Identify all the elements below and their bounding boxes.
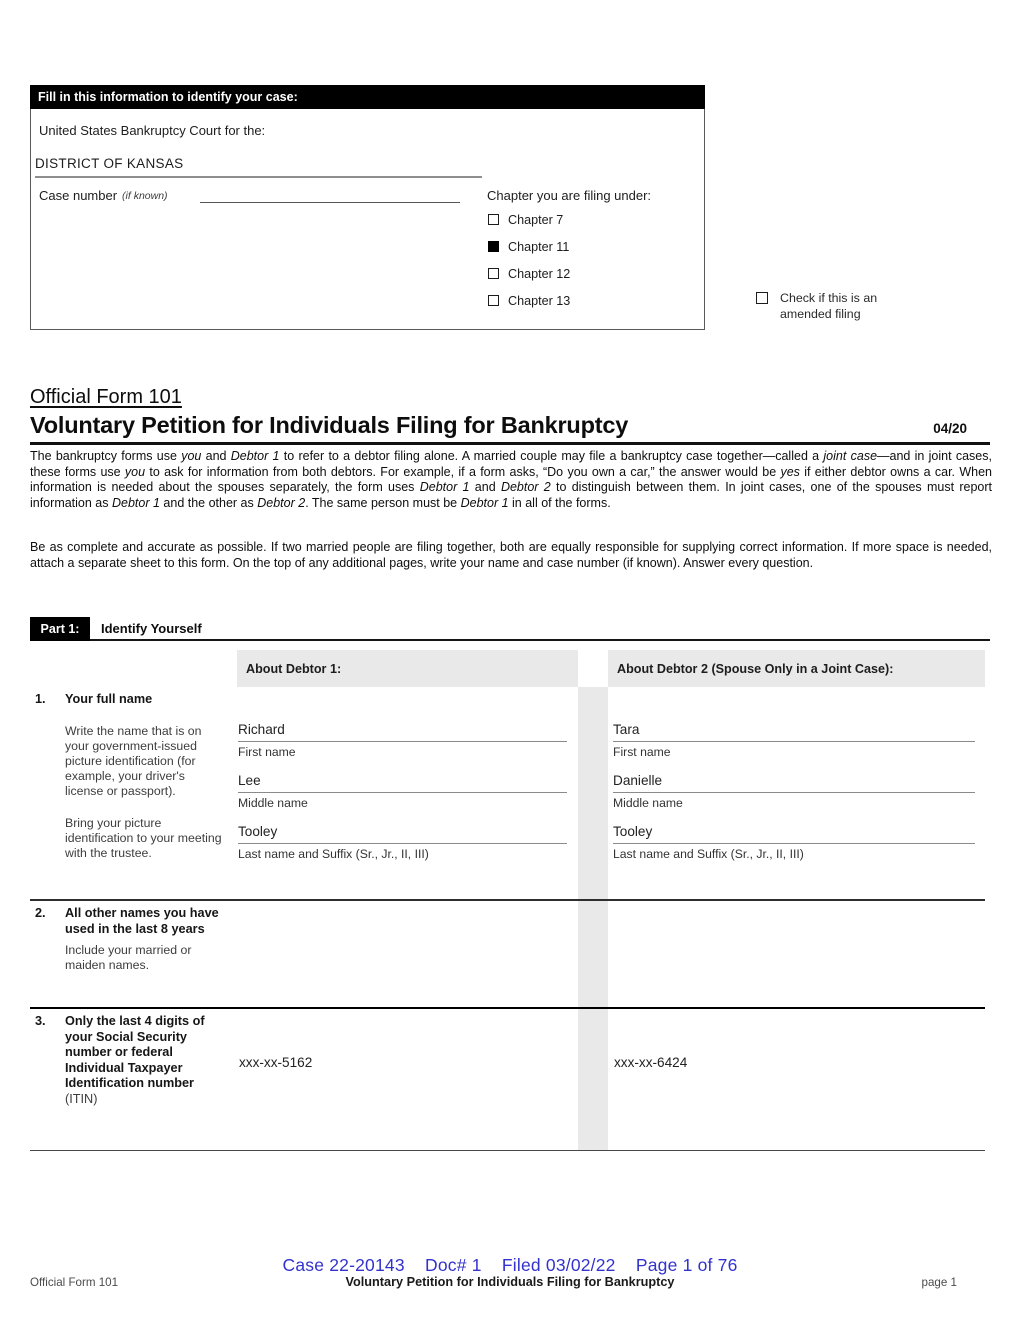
chapter-7-label: Chapter 7 — [508, 213, 564, 227]
debtor1-first-name-group — [238, 721, 567, 759]
identify-yourself-table — [30, 648, 985, 1151]
q3-number: 3. — [35, 1014, 46, 1028]
part1-badge: Part 1: — [30, 617, 90, 641]
q2-debtor1-cell[interactable] — [237, 901, 578, 1009]
footer-page-number: page 1 — [921, 1276, 957, 1289]
last-name-label: Last name and Suffix (Sr., Jr., II, III) — [613, 847, 804, 861]
intro-paragraph-2: Be as complete and accurate as possible. If two married people are filing together, both are equally responsible for supplying correct information. If more space is needed, attach a separate sheet to this form. On the top of any additional pages, write your name and case number (if known). Answer every question. — [30, 540, 992, 570]
q2-title: All other names you have used in the last 8 years — [65, 906, 219, 936]
debtor1-middle-name-field[interactable]: Lee — [238, 772, 567, 793]
debtor2-middle-name-field[interactable]: Danielle — [613, 772, 975, 793]
question-column-header — [30, 648, 237, 687]
first-name-label: First name — [613, 745, 671, 759]
q3-debtor1-cell — [237, 1009, 578, 1151]
case-number-label: Case number — [39, 188, 118, 203]
form-title: Voluntary Petition for Individuals Filing for Bankruptcy — [30, 412, 629, 438]
form-heading — [30, 386, 990, 445]
debtor2-first-name-group — [613, 721, 975, 759]
debtor1-last-name-group — [238, 823, 567, 861]
footer-form-title: Voluntary Petition for Individuals Filing for Bankruptcy — [345, 1275, 675, 1289]
q1-help-2: Bring your picture identification to your meeting with the trustee. — [65, 815, 222, 860]
debtor1-middle-name-group — [238, 772, 567, 810]
q3-title: Only the last 4 digits of your Social Security number or federal Individual Taxpayer Identification number (ITIN) — [65, 1014, 205, 1106]
q2-number: 2. — [35, 906, 46, 920]
debtor2-ssn-field[interactable]: xxx-xx-6424 — [614, 1055, 688, 1070]
chapter-7-option — [488, 214, 570, 227]
q2-debtor2-cell[interactable] — [608, 901, 985, 1009]
chapter-13-checkbox[interactable] — [488, 295, 499, 306]
intro-paragraph-1: The bankruptcy forms use you and Debtor 1 to refer to a debtor filing alone. A married couple may file a bankruptcy case together—called a joint case—and in joint cases, these forms use you to ask for information from both debtors. For example, if a form asks, “Do you own a car,” the answer would be yes if either debtor owns a car. When information is needed about the spouses separately, the form uses Debtor 1 and Debtor 2 to distinguish between them. In joint cases, one of the spouses must report information as Debtor 1 and the other as Debtor 2. The same person must be Debtor 1 in all of the forms. — [30, 449, 992, 511]
title-rule — [30, 442, 990, 445]
chapter-11-checkbox[interactable] — [488, 241, 499, 252]
debtor2-last-name-field[interactable]: Tooley — [613, 823, 975, 844]
part1-header — [30, 617, 990, 641]
footer-form-number: Official Form 101 — [30, 1276, 119, 1289]
q2-help: Include your married or maiden names. — [65, 943, 192, 973]
page-footer — [30, 1275, 990, 1291]
identify-box-header: Fill in this information to identify your case: — [30, 85, 705, 109]
q1-help-1: Write the name that is on your government-issued picture identification (for example, your driver's license or passport). — [65, 723, 202, 799]
column-gutter — [578, 1009, 608, 1151]
amended-filing-label: Check if this is an amended filing — [780, 291, 878, 321]
q1-debtor2-cell — [608, 687, 985, 901]
court-filing-stamp: Case 22-20143 Doc# 1 Filed 03/02/22 Page 1 of 76 — [282, 1255, 738, 1275]
debtor1-first-name-field[interactable]: Richard — [238, 721, 567, 742]
chapter-12-checkbox[interactable] — [488, 268, 499, 279]
chapter-filing-label: Chapter you are filing under: — [487, 188, 652, 203]
q1-number: 1. — [35, 692, 46, 706]
middle-name-label: Middle name — [238, 796, 308, 810]
chapter-11-label: Chapter 11 — [508, 240, 570, 254]
chapter-12-label: Chapter 12 — [508, 267, 571, 281]
identify-case-box — [30, 85, 705, 330]
q1-title: Your full name — [65, 692, 153, 706]
q2-question-cell — [30, 901, 237, 1009]
amended-filing-checkbox[interactable] — [756, 292, 768, 304]
chapter-12-option — [488, 268, 570, 281]
q3-title-suffix: (ITIN) — [65, 1091, 98, 1106]
form-number: Official Form 101 — [30, 386, 182, 408]
q3-question-cell — [30, 1009, 237, 1151]
part1-title: Identify Yourself — [101, 621, 202, 636]
middle-name-label: Middle name — [613, 796, 683, 810]
chapter-13-label: Chapter 13 — [508, 294, 571, 308]
chapter-7-checkbox[interactable] — [488, 214, 499, 225]
case-number-input[interactable] — [200, 186, 460, 203]
q3-debtor2-cell — [608, 1009, 985, 1151]
court-label: United States Bankruptcy Court for the: — [39, 123, 266, 138]
debtor2-middle-name-group — [613, 772, 975, 810]
column-gutter — [578, 687, 608, 901]
column-gutter — [578, 901, 608, 1009]
about-debtor2-header: About Debtor 2 (Spouse Only in a Joint Case): — [608, 650, 985, 687]
first-name-label: First name — [238, 745, 296, 759]
debtor2-first-name-field[interactable]: Tara — [613, 721, 975, 742]
chapter-13-option — [488, 295, 570, 308]
debtor2-last-name-group — [613, 823, 975, 861]
q1-debtor1-cell — [237, 687, 578, 901]
form-version: 04/20 — [933, 421, 967, 436]
q1-question-cell — [30, 687, 237, 901]
about-debtor1-header: About Debtor 1: — [237, 650, 578, 687]
last-name-label: Last name and Suffix (Sr., Jr., II, III) — [238, 847, 429, 861]
district-field[interactable]: DISTRICT OF KANSAS — [35, 150, 482, 178]
case-number-hint: (if known) — [122, 190, 168, 202]
chapter-list — [488, 214, 570, 322]
case-number-row — [39, 186, 460, 203]
header-gap — [578, 648, 608, 687]
chapter-11-option — [488, 241, 570, 254]
debtor1-last-name-field[interactable]: Tooley — [238, 823, 567, 844]
amended-filing-option — [756, 291, 906, 322]
debtor1-ssn-field[interactable]: xxx-xx-5162 — [239, 1055, 313, 1070]
